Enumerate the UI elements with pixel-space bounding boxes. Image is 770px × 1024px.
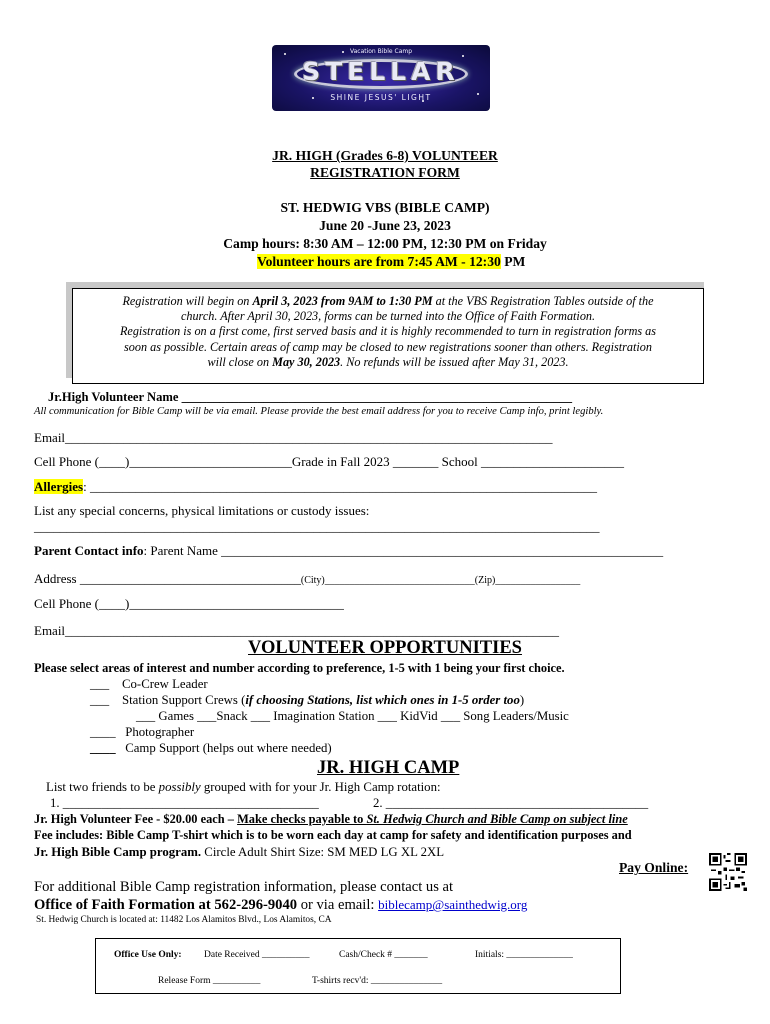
date-received-field: Date Received __________ (204, 950, 310, 960)
camp-support-option[interactable]: ____ Camp Support (helps out where needed) (90, 741, 332, 755)
release-form-field: Release Form __________ (158, 976, 261, 986)
logo-word: STELLAR (302, 57, 460, 86)
notice-line-3: Registration is on a first come, first served basis and it is highly recommended to turn in registration forms as (119, 324, 656, 339)
contact-line: For additional Bible Camp registration information, please contact us at (34, 879, 454, 895)
address-field[interactable]: Address __________________________________(City)______________________________(Zip)_________________ (34, 571, 581, 586)
office-use-label: Office Use Only: (114, 950, 182, 960)
volunteer-fee: Jr. High Volunteer Fee - $20.00 each – Make checks payable to St. Hedwig Church and Bible Camp on subject line (34, 812, 628, 826)
allergies-field[interactable]: Allergies: ______________________________________________________________________________ (34, 479, 597, 494)
church-location: St. Hedwig Church is located at: 11482 Los Alamitos Blvd., Los Alamitos, CA (36, 915, 332, 925)
photographer-option[interactable]: ____ Photographer (90, 725, 195, 739)
cash-check-field: Cash/Check # _______ (339, 950, 428, 960)
shirt-size-line[interactable]: Jr. High Bible Camp program. Circle Adult Shirt Size: SM MED LG XL 2XL (34, 845, 445, 859)
co-crew-option[interactable]: ___ Co-Crew Leader (90, 677, 208, 691)
email-field[interactable]: Email___________________________________________________________________________ (34, 430, 553, 445)
parent-contact-label: Parent Contact info (34, 543, 144, 558)
vbs-title: ST. HEDWIG VBS (BIBLE CAMP) (280, 200, 490, 215)
volunteer-name-field[interactable]: Jr.High Volunteer Name ______________________________________________________________ (48, 390, 573, 404)
opportunities-instructions: Please select areas of interest and number according to preference, 1-5 with 1 being your first choice. (34, 661, 565, 675)
friend-2-field[interactable]: 2. _________________________________________ (373, 796, 649, 810)
pay-online-label: Pay Online: (619, 860, 689, 875)
opportunities-heading: VOLUNTEER OPPORTUNITIES (248, 638, 522, 658)
registration-notice (72, 288, 704, 384)
friends-instructions: List two friends to be possibly grouped with for your Jr. High Camp rotation: (46, 780, 441, 794)
email-link[interactable]: biblecamp@sainthedwig.org (378, 897, 528, 912)
parent-name-field[interactable]: Parent Contact info: Parent Name ____________________________________________________________________ (34, 543, 664, 558)
cell-phone-field[interactable]: Cell Phone (____)_________________________Grade in Fall 2023 _______ School ______________________ (34, 454, 625, 469)
friend-1-field[interactable]: 1. ________________________________________ (50, 796, 319, 810)
concerns-field[interactable]: _______________________________________________________________________________________ (34, 519, 600, 534)
volunteer-hours-highlight: Volunteer hours are from 7:45 AM - 12:30 (257, 254, 501, 269)
qr-code-icon[interactable] (709, 853, 747, 891)
office-use-box (95, 938, 621, 994)
fee-includes: Fee includes: Bible Camp T-shirt which is to be worn each day at camp for safety and identification purposes and (34, 828, 632, 842)
volunteer-hours (257, 254, 525, 270)
camp-dates: June 20 -June 23, 2023 (319, 218, 451, 233)
notice-line-2: church. After April 30, 2023, forms can be turned into the Office of Faith Formation. (180, 309, 596, 324)
stellar-logo (272, 45, 490, 111)
tshirts-received-field: T-shirts recv'd: _______________ (312, 976, 443, 986)
title-line-2: REGISTRATION FORM (310, 165, 460, 180)
volunteer-hours-tail: PM (500, 254, 526, 269)
logo-tagline: SHINE JESUS' LIGHT (330, 93, 432, 102)
notice-line-5: will close on May 30, 2023. No refunds will be issued after May 31, 2023. (207, 354, 569, 369)
station-support-option[interactable]: ___ Station Support Crews (if choosing Stations, list which ones in 1-5 order too) (90, 693, 525, 707)
initials-field: Initials: ______________ (475, 950, 573, 960)
parent-cell-field[interactable]: Cell Phone (____)_________________________________ (34, 596, 344, 611)
camp-heading: JR. HIGH CAMP (317, 758, 460, 778)
notice-line-1: Registration will begin on April 3, 2023 from 9AM to 1:30 PM at the VBS Registration Tables outside of the (122, 294, 654, 308)
parent-email-field[interactable]: Email____________________________________________________________________________ (34, 623, 560, 638)
office-contact: Office of Faith Formation at 562-296-9040 or via email: biblecamp@sainthedwig.org (34, 897, 528, 913)
concerns-label: List any special concerns, physical limitations or custody issues: (34, 503, 370, 518)
camp-hours: Camp hours: 8:30 AM – 12:00 PM, 12:30 PM on Friday (223, 236, 547, 251)
notice-line-4: soon as possible. Certain areas of camp may be closed to new registrations sooner than others. Registration (124, 339, 652, 354)
title-line-1: JR. HIGH (Grades 6-8) VOLUNTEER (272, 148, 498, 163)
allergies-label: Allergies (34, 479, 84, 494)
logo-top-text: Vacation Bible Camp (349, 48, 413, 55)
station-choices[interactable]: ___ Games ___Snack ___ Imagination Station ___ KidVid ___ Song Leaders/Music (136, 709, 569, 723)
email-note: All communication for Bible Camp will be via email. Please provide the best email address for you to receive Camp info, print legibly. (34, 406, 604, 417)
